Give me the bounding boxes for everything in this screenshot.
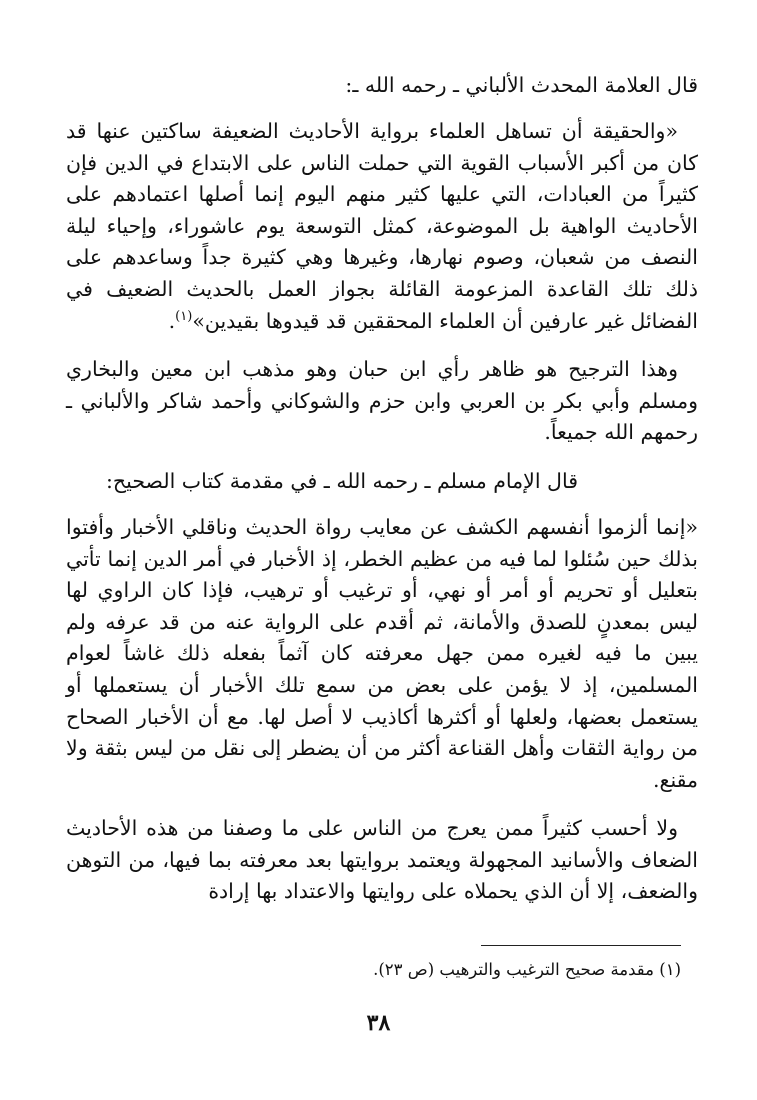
quote-muslim: «إنما ألزموا أنفسهم الكشف عن معايب رواة الحديث وناقلي الأخبار وأفتوا بذلك حين سُئلوا لما فيه من عظيم الخطر، إذ الأخبار في أمر الدين إنما تأتي بتعليل أو تحريم أو أمر أو نهي، أو ترغيب أو ترهيب، فإذا كان الراوي لها ليس بمعدنٍ للصدق والأمانة، ثم أقدم على الرواية عنه من قد عرفه ولم يبين ما فيه لغيره ممن جهل معرفته كان آثماً بفعله ذلك غاشاً لعوام المسلمين، إذ لا يؤمن على بعض من سمع تلك الأخبار أن يستعملها أو يستعمل بعضها، ولعلها أو أكثرها أكاذيب لا أصل لها. مع أن الأخبار الصحاح من رواية الثقات وأهل القناعة أكثر من أن يضطر إلى نقل من ليس بثقة ولا مقنع. bbox=[66, 514, 698, 792]
paragraph-continuation: ولا أحسب كثيراً ممن يعرج من الناس على ما وصفنا من هذه الأحاديث الضعاف والأسانيد المجهولة ويعتمد بروايتها بعد معرفته بما فيها، من التوهن والضعف، إلا أن الذي يحملاه على روايتها والاعتداد بها إرادة bbox=[66, 816, 698, 904]
footnote-divider bbox=[481, 945, 681, 946]
page-number: ٣٨ bbox=[366, 1010, 391, 1036]
quote-albani bbox=[66, 116, 698, 337]
intro-albani: قال العلامة المحدث الألباني ـ رحمه الله ـ: bbox=[345, 73, 698, 97]
quote-albani-text: «والحقيقة أن تساهل العلماء برواية الأحاديث الضعيفة ساكتين عنها قد كان من أكبر الأسباب القوية التي حملت الناس على الابتداع في الدين فإن كثيراً من العبادات، التي عليها كثير منهم اليوم إنما أصلها اعتمادهم على الأحاديث الواهية بل الموضوعة، كمثل التوسعة يوم عاشوراء، وإحياء ليلة النصف من شعبان، وصوم نهارها، وغيرها وهي كثيرة جداً وساعدهم على ذلك تلك القاعدة المزعومة القائلة بجواز العمل بالحديث الضعيف في الفضائل غير عارفين أن العلماء المحققين قد قيدوها بقيدين» bbox=[66, 119, 698, 333]
paragraph-tarjih: وهذا الترجيح هو ظاهر رأي ابن حبان وهو مذهب ابن معين والبخاري ومسلم وأبي بكر بن العربي وابن حزم والشوكاني وأحمد شاكر والألباني ـ رحمهم الله جميعاً. bbox=[66, 357, 698, 445]
page-body bbox=[66, 70, 698, 925]
quote-albani-end: . bbox=[168, 308, 176, 333]
footnote-reference: (١) bbox=[175, 308, 193, 324]
footnote: (١) مقدمة صحيح الترغيب والترهيب (ص ٢٣). bbox=[373, 960, 681, 979]
intro-muslim: قال الإمام مسلم ـ رحمه الله ـ في مقدمة كتاب الصحيح: bbox=[106, 468, 578, 493]
